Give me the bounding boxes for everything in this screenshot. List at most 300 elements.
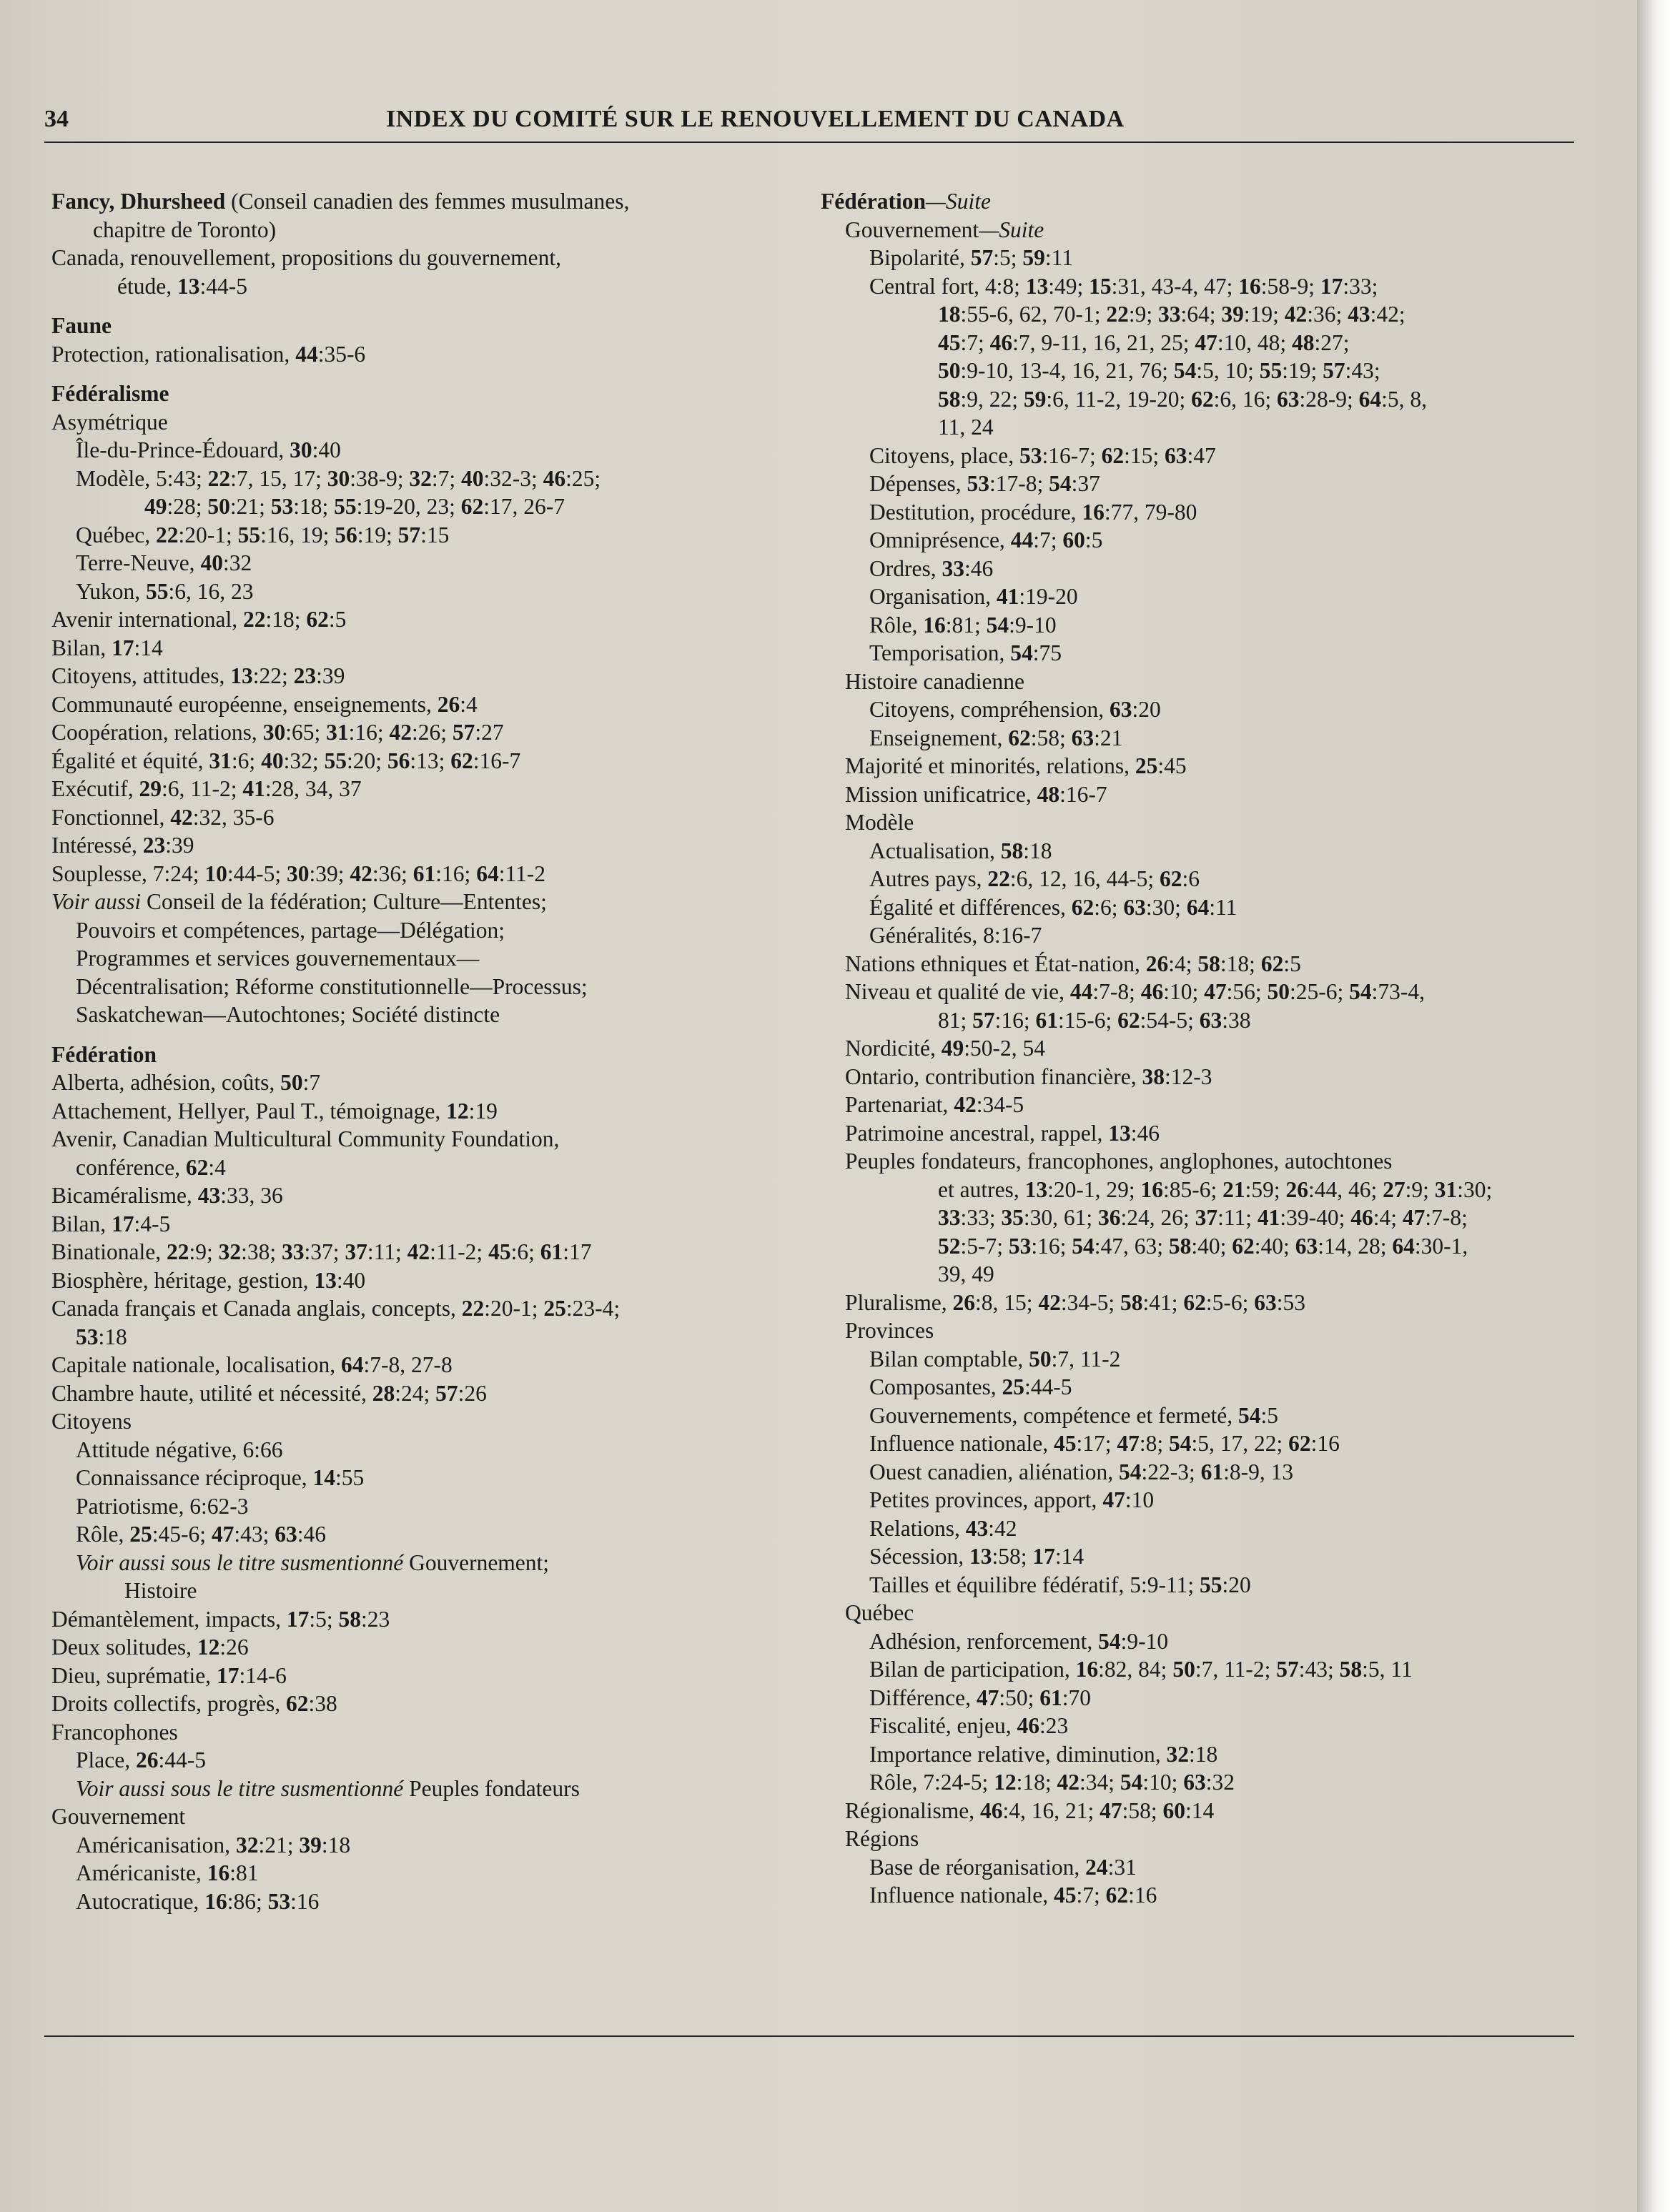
index-segment: 61 <box>1035 1007 1059 1033</box>
index-entry-line <box>821 837 1578 866</box>
index-segment: :16-7 <box>1059 781 1107 807</box>
index-segment: 62 <box>1117 1007 1140 1033</box>
index-segment: :20-1; <box>178 522 238 547</box>
index-entry-line <box>51 1464 781 1492</box>
index-segment: Exécutif, <box>51 776 139 801</box>
index-segment: :28; <box>167 494 208 519</box>
index-segment: :9-10 <box>1120 1628 1169 1654</box>
index-segment: 55 <box>324 748 347 773</box>
index-segment: :56; <box>1226 979 1268 1004</box>
index-segment: 42 <box>170 804 193 830</box>
index-segment: 43 <box>965 1515 989 1541</box>
index-segment: :4; <box>1168 951 1198 976</box>
index-segment: :17 <box>563 1239 592 1264</box>
index-segment: Petites provinces, apport, <box>869 1487 1103 1512</box>
index-segment: :17-8; <box>989 471 1049 496</box>
index-segment: :39 <box>165 833 194 858</box>
index-segment: Yukon, <box>76 578 147 604</box>
index-entry-line <box>51 831 781 860</box>
index-segment: 22 <box>207 465 231 491</box>
index-segment: :58; <box>1122 1797 1163 1823</box>
index-segment: :11-2; <box>430 1239 489 1264</box>
index-segment: 55 <box>146 578 169 604</box>
index-segment: 54 <box>1173 358 1197 383</box>
index-segment: :44-5 <box>158 1747 206 1772</box>
index-segment: 42 <box>954 1092 977 1117</box>
index-segment: Modèle, 5:43; <box>76 465 208 491</box>
index-segment: :39-40; <box>1280 1205 1351 1230</box>
index-segment: 22 <box>155 522 179 547</box>
index-entry-line <box>51 860 781 888</box>
index-entry-line <box>51 747 781 775</box>
index-crossref-line: Décentralisation; Réforme constitutionnelle—Processus; <box>76 973 588 999</box>
index-entry-fancy: Fancy, Dhursheed (Conseil canadien des femmes musulmanes, <box>51 189 630 214</box>
index-segment: :16 <box>290 1888 320 1914</box>
index-segment: :14 <box>1185 1797 1215 1823</box>
index-segment: Capitale nationale, localisation, <box>51 1352 341 1377</box>
index-segment: :45 <box>1157 753 1187 778</box>
index-entry-line <box>51 1323 781 1351</box>
index-segment: :19-20, 23; <box>356 494 461 519</box>
index-segment: 57 <box>972 1007 995 1033</box>
index-segment: 31 <box>1434 1176 1458 1202</box>
index-entry-line <box>51 1888 781 1916</box>
index-entry-line <box>51 1520 781 1549</box>
index-crossref: Voir aussi sous le titre susmentionné Gouvernement; <box>76 1549 550 1575</box>
index-segment: Attachement, Hellyer, Paul T., témoignage, <box>51 1098 447 1124</box>
index-entry-line <box>51 718 781 747</box>
index-entry-line <box>821 1006 1578 1035</box>
index-segment: :50-2, 54 <box>964 1036 1045 1061</box>
index-segment: :34-5 <box>976 1092 1024 1117</box>
index-segment: Partenariat, <box>845 1092 954 1117</box>
index-segment: Québec, <box>76 522 156 547</box>
index-segment: :73-4, <box>1371 979 1426 1004</box>
index-segment: :16, 19; <box>260 522 335 547</box>
index-segment: 59 <box>1022 245 1045 270</box>
index-segment: Bilan comptable, <box>869 1346 1029 1372</box>
index-segment: 54 <box>1120 1770 1143 1795</box>
index-segment: 50 <box>938 358 961 383</box>
index-segment: :6; <box>510 1239 540 1264</box>
index-entry-line <box>51 803 781 832</box>
index-segment: Temporisation, <box>869 640 1011 665</box>
index-segment: Démantèlement, impacts, <box>51 1606 287 1632</box>
index-segment: 22 <box>166 1239 189 1264</box>
index-entry-line <box>821 1345 1578 1374</box>
index-segment: :23 <box>1039 1713 1069 1738</box>
index-segment: :16; <box>435 861 477 886</box>
index-segment: Mission unificatrice, <box>845 781 1037 807</box>
index-segment: 62 <box>185 1154 209 1180</box>
index-segment: 16 <box>1238 273 1261 299</box>
index-segment: 62 <box>1183 1289 1206 1315</box>
index-segment: 26 <box>952 1289 975 1315</box>
index-entry-line: chapitre de Toronto) <box>93 217 277 242</box>
index-segment: Base de réorganisation, <box>869 1854 1086 1880</box>
index-segment: :58; <box>992 1544 1033 1569</box>
index-entry-line <box>821 498 1578 527</box>
index-segment: :9, 22; <box>960 386 1024 412</box>
index-segment: :7, 15, 17; <box>230 465 327 491</box>
index-segment: 57 <box>1323 358 1345 383</box>
index-subheading: Francophones <box>51 1719 178 1745</box>
index-segment: :14 <box>134 635 163 660</box>
index-segment: 32 <box>218 1239 242 1264</box>
index-segment: :5, 11 <box>1362 1657 1413 1682</box>
index-segment: :65; <box>285 720 327 745</box>
index-segment: :21; <box>258 1832 300 1858</box>
index-segment: Autres pays, <box>869 866 988 891</box>
index-entry-line <box>821 244 1578 272</box>
index-segment: 44 <box>1010 527 1034 552</box>
index-segment: 26 <box>437 691 460 717</box>
index-segment: :4; <box>1373 1205 1403 1230</box>
index-segment: 49 <box>144 494 167 519</box>
index-segment: Généralités, 8:16-7 <box>869 923 1042 948</box>
index-segment: :18 <box>98 1324 127 1349</box>
index-segment: :13; <box>410 748 451 773</box>
index-segment: 54 <box>1098 1628 1121 1654</box>
index-entry-line <box>821 1373 1578 1402</box>
index-segment: Bilan, <box>51 635 112 660</box>
index-segment: 36 <box>1098 1205 1121 1230</box>
index-subheading: Asymétrique <box>51 409 168 435</box>
index-segment: 57 <box>452 720 475 745</box>
index-segment: 54 <box>1169 1431 1192 1456</box>
index-segment: :9; <box>1405 1176 1435 1202</box>
index-segment: :10 <box>1125 1487 1155 1512</box>
index-segment: :12-3 <box>1164 1063 1212 1089</box>
index-subheading: Modèle <box>845 810 914 835</box>
index-segment: :37; <box>304 1239 345 1264</box>
index-segment: 64 <box>1392 1233 1415 1259</box>
index-entry-line <box>51 1210 781 1239</box>
index-segment: 58 <box>1000 838 1024 863</box>
index-segment: 53 <box>76 1324 99 1349</box>
index-segment: Sécession, <box>869 1544 969 1569</box>
index-crossref-line: Programmes et services gouvernementaux— <box>76 946 480 971</box>
index-subheading: Gouvernement <box>51 1804 186 1829</box>
index-segment: :16 <box>1310 1431 1340 1456</box>
index-segment: :6; <box>1094 894 1124 920</box>
index-entry-line <box>51 549 781 577</box>
index-segment: :5; <box>309 1606 339 1632</box>
index-subheading: Histoire canadienne <box>845 668 1025 694</box>
index-segment: Droits collectifs, progrès, <box>51 1691 287 1716</box>
index-segment: :5, 8, <box>1381 386 1427 412</box>
index-segment: :32, 35-6 <box>192 804 275 830</box>
index-segment: 63 <box>1295 1233 1318 1259</box>
index-segment: 58 <box>1120 1289 1143 1315</box>
index-segment: :4 <box>460 691 478 717</box>
index-segment: :36; <box>1307 302 1348 327</box>
index-segment: 13 <box>1108 1120 1131 1146</box>
index-segment: Canada français et Canada anglais, concepts, <box>51 1296 462 1321</box>
index-entry-line <box>821 1712 1578 1740</box>
index-segment: :81 <box>229 1860 259 1885</box>
index-segment: et autres, <box>938 1176 1025 1202</box>
index-segment: 23 <box>293 663 317 688</box>
index-segment: :58; <box>1030 725 1072 750</box>
index-segment: 46 <box>1350 1205 1373 1230</box>
index-segment: 47 <box>1402 1205 1426 1230</box>
index-segment: 46 <box>543 465 566 491</box>
index-segment: 18 <box>938 302 961 327</box>
index-segment: Nations ethniques et État-nation, <box>845 951 1146 976</box>
index-segment: 37 <box>345 1239 367 1264</box>
index-subheading: Gouvernement—Suite <box>845 217 1044 242</box>
index-segment: :23 <box>361 1606 390 1632</box>
index-entry-line <box>821 526 1578 555</box>
index-heading-federation-suite: Fédération—Suite <box>821 189 991 214</box>
index-segment: :16 <box>1128 1883 1157 1908</box>
index-segment: :34-5; <box>1060 1289 1121 1315</box>
index-segment: 62 <box>1260 951 1284 976</box>
index-segment: :5 <box>1260 1402 1279 1428</box>
index-segment: 45 <box>938 329 961 355</box>
index-crossref-line: Pouvoirs et compétences, partage—Délégation; <box>76 917 505 943</box>
index-segment: :6, 11-2, 19-20; <box>1046 386 1192 412</box>
index-segment: :70 <box>1062 1685 1091 1710</box>
index-segment: 52 <box>938 1233 961 1259</box>
index-segment: :6, 16; <box>1213 386 1277 412</box>
index-entry-line <box>51 1746 781 1775</box>
index-segment: :54-5; <box>1140 1007 1200 1033</box>
index-segment: 62 <box>1105 1883 1129 1908</box>
index-segment: :7-8; <box>1425 1205 1468 1230</box>
index-segment: Actualisation, <box>869 838 1001 863</box>
index-segment: :7 <box>302 1070 321 1095</box>
index-segment: Différence, <box>869 1685 977 1710</box>
index-segment: :20 <box>1222 1572 1251 1597</box>
index-segment: :16-7; <box>1042 442 1102 468</box>
index-segment: :8, 15; <box>975 1289 1039 1315</box>
index-entry-line <box>821 1881 1578 1910</box>
index-segment: :46 <box>297 1522 327 1547</box>
index-segment: 45 <box>488 1239 511 1264</box>
index-segment: 62 <box>1159 866 1182 891</box>
index-segment: 31 <box>326 720 349 745</box>
index-segment: :7, 11-2; <box>1195 1657 1277 1682</box>
index-segment: 41 <box>996 584 1019 609</box>
index-entry-line: Canada, renouvellement, propositions du gouvernement, <box>51 245 561 270</box>
index-segment: 62 <box>1288 1431 1311 1456</box>
index-segment: 33 <box>938 1205 961 1230</box>
index-segment: 54 <box>1049 471 1072 496</box>
index-segment: :22-3; <box>1141 1459 1201 1484</box>
index-segment: 53 <box>967 471 989 496</box>
index-segment: 54 <box>1238 1402 1261 1428</box>
index-segment: 47 <box>211 1522 234 1547</box>
index-segment: Tailles et équilibre fédératif, 5:9-11; <box>869 1572 1200 1597</box>
index-segment: :20-1, 29; <box>1047 1176 1141 1202</box>
index-segment: :32 <box>1205 1770 1235 1795</box>
index-segment: Central fort, 4:8; <box>869 273 1026 299</box>
index-segment: :26 <box>219 1635 249 1660</box>
index-segment: 42 <box>1057 1770 1080 1795</box>
index-crossref: Voir aussi sous le titre susmentionné Peuples fondateurs <box>76 1775 580 1801</box>
index-segment: Fiscalité, enjeu, <box>869 1713 1017 1738</box>
index-segment: :17; <box>1076 1431 1117 1456</box>
header-rule <box>44 142 1574 143</box>
index-segment: Chambre haute, utilité et nécessité, <box>51 1380 372 1406</box>
index-segment: :9-10, 13-4, 16, 21, 76; <box>960 358 1174 383</box>
index-segment: Nordicité, <box>845 1036 942 1061</box>
index-segment: 50 <box>1267 979 1290 1004</box>
index-entry-line <box>821 1514 1578 1543</box>
index-entry-line <box>51 577 781 606</box>
index-segment: :18 <box>321 1832 351 1858</box>
index-segment: :18; <box>1016 1770 1057 1795</box>
index-segment: 47 <box>1102 1487 1125 1512</box>
index-segment: 47 <box>1100 1797 1122 1823</box>
index-segment: 25 <box>129 1522 152 1547</box>
index-segment: :6, 12, 16, 44-5; <box>1009 866 1160 891</box>
index-segment: :20; <box>346 748 387 773</box>
index-entry-line <box>821 1034 1578 1063</box>
index-segment: 26 <box>1145 951 1169 976</box>
index-segment: :39 <box>316 663 345 688</box>
index-entry-line <box>51 690 781 719</box>
index-segment: 41 <box>242 776 265 801</box>
index-segment: :18 <box>1023 838 1052 863</box>
index-entry-line <box>821 357 1578 385</box>
index-segment: :21 <box>1094 725 1123 750</box>
index-segment: :9; <box>1128 302 1158 327</box>
index-segment: :39; <box>309 861 350 886</box>
index-segment: :5, 10; <box>1196 358 1260 383</box>
index-segment: 62 <box>1191 386 1214 412</box>
index-segment: :43; <box>234 1522 275 1547</box>
index-segment: 30 <box>327 465 350 491</box>
index-segment: :14 <box>1054 1544 1084 1569</box>
index-segment: :17, 26-7 <box>483 494 565 519</box>
index-segment: :38 <box>308 1691 337 1716</box>
index-segment: 46 <box>989 329 1013 355</box>
index-segment: :24, 26; <box>1120 1205 1195 1230</box>
index-segment: 57 <box>397 522 421 547</box>
index-segment: 60 <box>1062 527 1085 552</box>
index-entry-line <box>51 1294 781 1323</box>
index-segment: 40 <box>261 748 284 773</box>
index-heading-federalisme: Fédéralisme <box>51 381 169 406</box>
index-segment: 60 <box>1162 1797 1186 1823</box>
index-segment: :77, 79-80 <box>1104 499 1197 525</box>
index-entry-line <box>821 1486 1578 1514</box>
index-segment: Dieu, suprématie, <box>51 1662 217 1688</box>
index-entry-line <box>51 1351 781 1379</box>
index-segment: 58 <box>1339 1657 1363 1682</box>
index-segment: :7-8, 27-8 <box>363 1352 453 1377</box>
index-entry-line <box>51 1154 781 1182</box>
index-segment: 62 <box>450 748 473 773</box>
index-segment: :20 <box>1132 697 1161 722</box>
index-segment: :44-5 <box>1024 1374 1072 1399</box>
index-entry-line <box>51 1181 781 1210</box>
index-entry-line <box>821 1627 1578 1656</box>
index-segment: 62 <box>1232 1233 1255 1259</box>
index-segment: :28-9; <box>1299 386 1359 412</box>
index-segment: Adhésion, renforcement, <box>869 1628 1099 1654</box>
index-segment: :10; <box>1142 1770 1184 1795</box>
index-segment: :33, 36 <box>220 1183 283 1208</box>
index-segment: 42 <box>389 720 412 745</box>
index-segment: 61 <box>1039 1685 1062 1710</box>
index-segment: :22; <box>252 663 294 688</box>
index-segment: 55 <box>334 494 357 519</box>
index-segment: 14 <box>312 1465 336 1490</box>
index-segment: Rôle, <box>76 1522 130 1547</box>
index-segment: :82, 84; <box>1098 1657 1173 1682</box>
index-entry-line <box>821 582 1578 611</box>
index-segment: :32; <box>283 748 325 773</box>
index-segment: :58-9; <box>1260 273 1320 299</box>
index-segment: :53 <box>1276 1289 1306 1315</box>
index-segment: 26 <box>1285 1176 1308 1202</box>
index-heading-federation: Fédération <box>51 1041 157 1067</box>
index-segment: :43; <box>1298 1657 1340 1682</box>
index-segment: 62 <box>306 607 329 632</box>
index-segment: 50 <box>1172 1657 1195 1682</box>
index-entry-line <box>51 1662 781 1690</box>
index-segment: Bilan, <box>51 1211 112 1236</box>
index-segment: 48 <box>1037 781 1060 807</box>
index-segment: 46 <box>1140 979 1164 1004</box>
index-segment: :7; <box>1076 1883 1106 1908</box>
index-entry-line <box>821 1232 1578 1261</box>
index-segment: :40; <box>1254 1233 1295 1259</box>
index-segment: 57 <box>1276 1657 1299 1682</box>
index-segment: Organisation, <box>869 584 997 609</box>
index-segment: :55-6, 62, 70-1; <box>960 302 1107 327</box>
index-segment: :6, 11-2; <box>161 776 243 801</box>
index-segment: :14-6 <box>239 1662 287 1688</box>
index-segment: Intéressé, <box>51 833 143 858</box>
index-segment: :11 <box>1044 245 1073 270</box>
index-segment: :19; <box>1282 358 1323 383</box>
index-segment: :10, 48; <box>1217 329 1292 355</box>
index-segment: Biosphère, héritage, gestion, <box>51 1267 315 1293</box>
index-entry-line <box>51 1633 781 1662</box>
index-segment: :32 <box>222 550 252 575</box>
index-entry-line <box>821 385 1578 414</box>
index-segment: 62 <box>1008 725 1031 750</box>
index-segment: 55 <box>237 522 261 547</box>
index-entry-line <box>821 329 1578 357</box>
index-segment: 57 <box>435 1380 458 1406</box>
index-segment: :26 <box>458 1380 487 1406</box>
index-entry-line <box>821 724 1578 753</box>
index-segment: :42 <box>988 1515 1017 1541</box>
index-segment: 22 <box>987 866 1010 891</box>
index-segment: :11-2 <box>498 861 546 886</box>
index-segment: Coopération, relations, <box>51 720 263 745</box>
index-entry-line <box>821 1402 1578 1430</box>
index-segment: 46 <box>1017 1713 1039 1738</box>
index-entry-line <box>821 300 1578 329</box>
index-segment: Citoyens, compréhension, <box>869 697 1110 722</box>
index-segment: 50 <box>1029 1346 1052 1372</box>
index-segment: :25-6; <box>1290 979 1350 1004</box>
index-segment: 16 <box>1140 1176 1163 1202</box>
index-segment: 29 <box>139 776 162 801</box>
index-segment: :6; <box>231 748 262 773</box>
index-entry-line <box>821 1684 1578 1712</box>
index-segment: :19 <box>468 1098 498 1124</box>
index-segment: :46 <box>1130 1120 1160 1146</box>
index-entry-line <box>51 1266 781 1295</box>
